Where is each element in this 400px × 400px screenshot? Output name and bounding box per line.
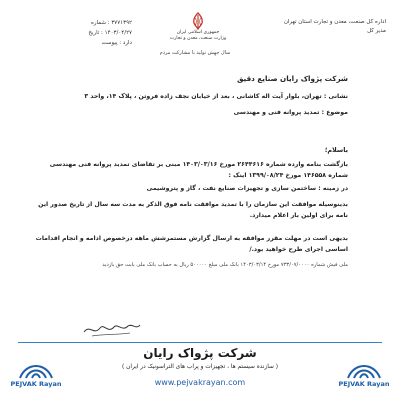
greeting: باسلام؛ — [324, 146, 348, 154]
logo-right — [334, 352, 394, 392]
iran-emblem-icon — [189, 12, 207, 30]
reference-number: ۳۷۷۱۳۹۲ : شماره — [90, 20, 132, 26]
signature-mark — [82, 318, 142, 340]
recipient: شرکت پژواک رایان صنایع دقیق — [237, 74, 348, 83]
office-block — [276, 18, 386, 36]
reference-attachment: دارد : پیوست — [101, 40, 132, 46]
pejvak-logo-icon — [6, 352, 66, 382]
emblem-caption-1: جمهوری اسلامی ایران — [176, 30, 220, 35]
pejvak-logo-icon — [334, 352, 394, 382]
footer-tagline: ( سازنده سیستم ها ، تجهیزات و پراب های التراسونیک در ایران ) — [122, 364, 278, 370]
reference-block — [52, 18, 132, 48]
footer-company-name: شرکت پژواک رایان — [143, 346, 257, 360]
office-title: مدیر کل — [367, 28, 386, 34]
logo-left — [6, 352, 66, 392]
footer-website-link[interactable]: www.pejvakrayan.com — [154, 378, 246, 387]
reference-date: ۱۴۰۳/۰۴/۲۷ : تاریخ — [88, 30, 132, 36]
paragraph-reference: بازگشت بنامه وارده شماره ۲۶۴۴۶۱۶ مورخ ۱۴۰۳/۰۳/۱۶ مبنی بر تقاضای تمدید پروانه فنی مهندسی شماره ۱۴۶۵۵۸ مورخ ۱۳۹۹/۰۸/۲۴ اینک : — [49, 161, 348, 179]
emblem-block — [168, 12, 228, 42]
logo-right-text: PEJVAK Rayan — [338, 380, 390, 388]
subject: موضوع : تمدید پروانه فنی و مهندسی — [233, 109, 348, 116]
office-name: اداره کل صنعت، معدن و تجارت استان تهران — [283, 19, 386, 25]
logo-left-text: PEJVAK Rayan — [10, 380, 62, 388]
paragraph-approval: بدینوسیله موافقت این سازمان را با تمدید موافقت نامه فوق الذکر به مدت سه سال از تاریخ صدور این نامه برای اولین بار اعلام میدارد. — [38, 201, 348, 219]
paragraph-field: در زمینه : ساختمن سازی و تجهیزات صنایع نفت ، گاز و پتروشیمی — [146, 185, 348, 192]
paragraph-reporting: بدیهی است در مهلت مقرر موافقه به ارسال گزارش مستمرشش ماهه درخصوص ادامه و انجام اقدامات اساسی اجرای طرح خواهید بود./ — [35, 235, 348, 253]
address: نشانی : تهران، بلوار آیت اله کاشانی ، بعد از خیابان نجف زاده فروتن ، پلاک ۱۴، واحد ۳ — [84, 93, 348, 100]
payment-footnote: ملی فیش شماره ۷۳۳/۰۷/۰۰۰۰ مورخ ۱۴۰۳/۰۳/۱۴ بانک ملی مبلغ ۵۰۰۰۰۰ ریال به حساب بانک ملی بابت حق بازدید — [102, 262, 348, 268]
year-motto: سال جهش تولید با مشارکت مردم — [159, 50, 231, 56]
footer-divider — [18, 342, 382, 343]
emblem-caption-2: وزارت صنعت، معدن و تجارت — [169, 36, 227, 41]
